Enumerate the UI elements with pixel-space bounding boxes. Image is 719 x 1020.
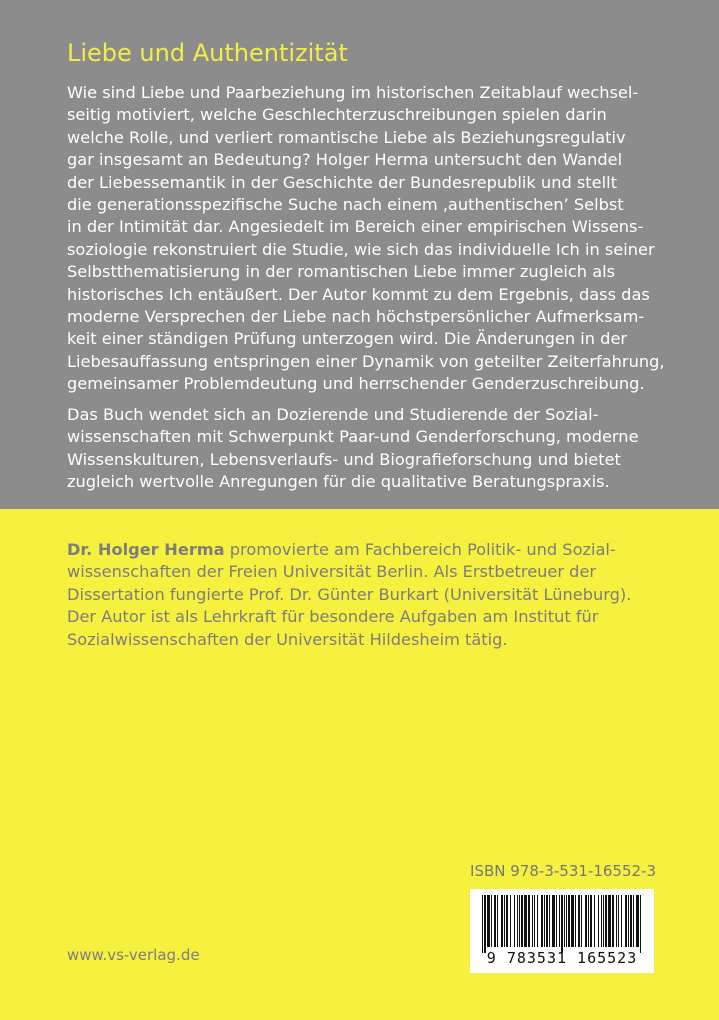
publisher-url[interactable]: www.vs-verlag.de (67, 946, 200, 964)
barcode-bar (585, 895, 587, 947)
barcode-bar (521, 895, 523, 947)
text-line: Wissenskulturen, Lebensverlaufs- und Biografieforschung und bietet (67, 449, 621, 469)
text-line: die generationsspezifische Suche nach einem ‚authentischen’ Selbst (67, 195, 624, 215)
text-line: zugleich wertvolle Anregungen für die qualitative Beratungspraxis. (67, 472, 610, 492)
text-line: Der Autor ist als Lehrkraft für besondere Aufgaben am Institut für (67, 607, 599, 627)
book-title: Liebe und Authentizität (67, 39, 348, 67)
barcode-bar (598, 895, 599, 947)
barcode-bar (484, 895, 486, 953)
barcode-bar (546, 895, 548, 947)
text-line: wissenschaften der Freien Universität Berlin. Als Erstbetreuer der (67, 562, 597, 582)
barcode-bar (568, 895, 570, 947)
text-line: Selbstthematisierung in der romantischen Liebe immer zugleich als (67, 262, 616, 282)
barcode-bar (590, 895, 592, 947)
barcode-bar (504, 895, 505, 947)
barcode-bar (561, 895, 563, 953)
barcode-bar (532, 895, 533, 947)
barcode-bar (510, 895, 511, 947)
barcode-bar (594, 895, 595, 947)
barcode-bar (588, 895, 589, 947)
barcode-bar (564, 895, 565, 947)
barcode-bar (549, 895, 550, 947)
barcode-bar (552, 895, 555, 947)
barcode-bar (612, 895, 614, 947)
barcode-bar (534, 895, 535, 947)
text-line: moderne Versprechen der Liebe nach höchstpersönlicher Aufmerksam- (67, 307, 645, 327)
barcode-bar (578, 895, 580, 947)
barcode-bar (581, 895, 582, 947)
barcode-digits: 9 783531 165523 (486, 949, 638, 967)
audience-paragraph (67, 404, 667, 494)
text-line: in der Intimität dar. Angesiedelt im Bereich einer empirischen Wissens- (67, 217, 644, 237)
barcode-bar (566, 895, 567, 947)
barcode-bar (524, 895, 527, 947)
text-line: wissenschaften mit Schwerpunkt Paar-und Genderforschung, moderne (67, 427, 639, 447)
barcode-bar (494, 895, 496, 947)
bio-line-rest: promovierte am Fachbereich Politik- und Sozial- (224, 540, 616, 559)
barcode-bar (575, 895, 576, 947)
barcode-bar (514, 895, 515, 947)
text-line: Wie sind Liebe und Paarbeziehung im historischen Zeitablauf wechsel- (67, 83, 639, 102)
description-paragraph (67, 82, 667, 396)
barcode-bar (559, 895, 560, 947)
text-line: Sozialwissenschaften der Universität Hildesheim tätig. (67, 629, 508, 649)
text-line: soziologie rekonstruiert die Studie, wie sich das individuelle Ich in seiner (67, 239, 655, 259)
barcode-bar (630, 895, 632, 947)
bio-first-line (67, 539, 667, 561)
barcode-bar (544, 895, 545, 947)
barcode-bar (482, 895, 483, 953)
barcode-bar (487, 895, 490, 947)
text-line: gar insgesamt an Bedeutung? Holger Herma untersucht den Wandel (67, 150, 623, 170)
author-name: Dr. Holger Herma (67, 540, 225, 559)
text-line: der Liebessemantik in der Geschichte der Bundesrepublik und stellt (67, 172, 617, 192)
barcode-bar (517, 895, 518, 947)
barcode-bar (501, 895, 503, 947)
barcode-bar (491, 895, 492, 947)
barcode-bar (556, 895, 557, 947)
barcode-bar (605, 895, 607, 947)
barcode-bar (506, 895, 508, 947)
barcode-bar (618, 895, 619, 947)
text-line: historisches Ich entäußert. Der Autor kommt zu dem Ergebnis, dass das (67, 284, 650, 304)
text-line: seitig motiviert, welche Geschlechterzuschreibungen spielen darin (67, 105, 607, 125)
barcode-bar (633, 895, 634, 947)
barcode-bar (519, 895, 520, 947)
barcode-bar (571, 895, 574, 947)
text-line: Dissertation fungierte Prof. Dr. Günter Burkart (Universität Lüneburg). (67, 584, 632, 604)
barcode-bar (528, 895, 530, 947)
barcode-bar (541, 895, 543, 947)
barcode-bar (603, 895, 604, 947)
barcode-box (470, 889, 654, 973)
text-line: Das Buch wendet sich an Dozierende und Studierende der Sozial- (67, 405, 599, 424)
barcode-bar (628, 895, 629, 947)
text-line: gemeinsamer Problemdeutung und herrschender Genderzuschreibung. (67, 374, 645, 394)
text-line: keit einer ständigen Prüfung unterzogen wird. Die Änderungen in der (67, 329, 628, 349)
barcode-bar (497, 895, 498, 947)
barcode-bar (640, 895, 641, 953)
barcode-bar (636, 895, 639, 947)
barcode-bar (625, 895, 627, 947)
isbn-label: ISBN 978-3-531-16552-3 (470, 862, 656, 880)
barcode-bar (608, 895, 611, 947)
barcode-bar (621, 895, 622, 947)
barcode-bar (616, 895, 617, 947)
barcode-bar (537, 895, 538, 947)
text-line: Liebesauffassung entspringen einer Dynamik von geteilter Zeiterfahrung, (67, 351, 665, 371)
barcode-image (480, 895, 644, 953)
author-bio (67, 539, 667, 651)
text-line: welche Rolle, und verliert romantische Liebe als Beziehungsregulativ (67, 127, 626, 147)
barcode-bar (601, 895, 602, 947)
